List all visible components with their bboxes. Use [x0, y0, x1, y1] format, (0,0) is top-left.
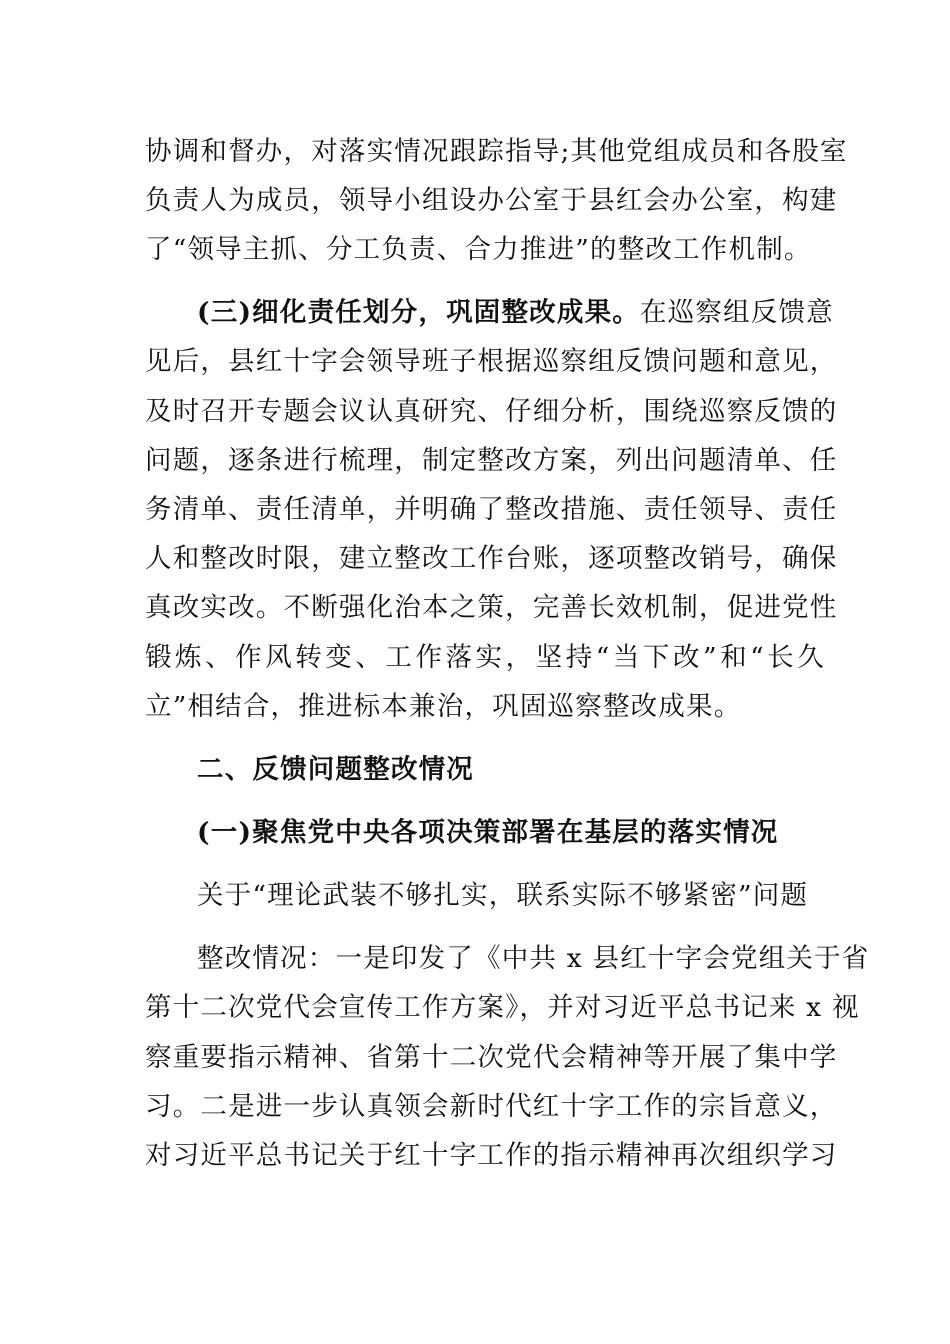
- paragraph-line: 真改实改。不断强化治本之策，完善长效机制，促进党性: [145, 592, 838, 623]
- paragraph-line: 了“领导主抓、分工负责、合力推进”的整改工作机制。: [145, 234, 812, 265]
- paragraph-line: 锻炼、作风转变、工作落实，坚持“当下改”和“长久: [145, 642, 825, 673]
- paragraph-line: 立”相结合，推进标本兼治，巩固巡察整改成果。: [145, 691, 742, 722]
- paragraph-line: 及时召开专题会议认真研究、仔细分析，围绕巡察反馈的: [145, 396, 838, 427]
- section-three-text: 在巡察组反馈意: [639, 297, 834, 328]
- paragraph-line: 务清单、责任清单，并明确了整改措施、责任领导、责任: [145, 494, 838, 525]
- subsection-one-title: (一)聚焦党中央各项决策部署在基层的落实情况: [197, 817, 779, 848]
- section-three-first-line: [197, 295, 834, 331]
- section-three-heading: (三)细化责任划分，巩固整改成果。: [197, 297, 640, 328]
- paragraph-line: 对习近平总书记关于红十字工作的指示精神再次组织学习: [145, 1140, 838, 1171]
- section-two-title: 二、反馈问题整改情况: [197, 754, 474, 785]
- paragraph-line: 问题，逐条进行梳理，制定整改方案，列出问题清单、任: [145, 445, 838, 476]
- paragraph-line: 习。二是进一步认真领会新时代红十字工作的宗旨意义，: [145, 1091, 838, 1122]
- paragraph-line: 人和整改时限，建立整改工作台账，逐项整改销号，确保: [145, 543, 838, 574]
- rectification-first-line: 整改情况：一是印发了《中共 x 县红十字会党组关于省: [197, 943, 870, 974]
- paragraph-line: 协调和督办，对落实情况跟踪指导;其他党组成员和各股室: [145, 136, 848, 167]
- issue-title: 关于“理论武装不够扎实，联系实际不够紧密”问题: [197, 880, 809, 911]
- paragraph-line: 察重要指示精神、省第十二次党代会精神等开展了集中学: [145, 1042, 838, 1073]
- paragraph-line: 负责人为成员，领导小组设办公室于县红会办公室，构建: [145, 185, 838, 216]
- paragraph-line: 第十二次党代会宣传工作方案》，并对习近平总书记来 x 视: [145, 992, 860, 1023]
- paragraph-line: 见后，县红十字会领导班子根据巡察组反馈问题和意见，: [145, 346, 838, 377]
